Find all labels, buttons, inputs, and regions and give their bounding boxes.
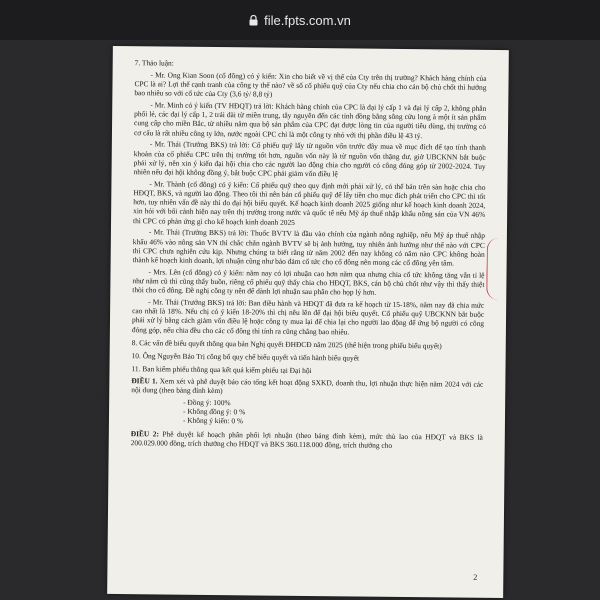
article-2-label: ĐIỀU 2: (130, 428, 159, 439)
red-stamp (486, 238, 509, 300)
vote-disagree: - Không đồng ý: 0 % (183, 406, 246, 417)
document-paragraph: - Mr. Thái (Trưởng BKS) trả lời: Thuốc BVTV là đầu vào chính của ngành nông nghiệp, nếu Mỹ áp thuế nhập khẩu 46% vào nông sản VN thì chắc chắn ngành BVTV sẽ bị ảnh hưởng, tuy nhiên ảnh hưởng như thế nào với CPC thì CPC chưa nghiên cứu kịp. Nhưng chúng ta biết rằng từ năm 2002 đến nay không có năm nào CPC không hoàn thành kế hoạch kinh doanh, lợi nhuận cũng như bảo đảm cổ tức cho cổ đông nên mong các cổ đông yên tâm. (132, 227, 485, 268)
vote-agree: - Đồng ý: 100% (183, 397, 231, 408)
document-paragraph: - Mr. Minh có ý kiến (TV HĐQT) trả lời: Khách hàng chính của CPC là đại lý cấp 1 và đại lý cấp 2, không phân phối lẻ, các đại lý cấp 1, 2 trải dài từ miền trung, tây nguyên đến các tỉnh đồng bằng sông cửu long à một ít sản phẩm cung cấp cho miền Bắc, từ nhiều năm qua bộ sản phẩm của CPC đạt được lòng tin của người tiêu dùng, thị trường có cơ cấu là rất nhiều công ty lớn, nước ngoài CPC chỉ là một công ty nhỏ với thị phần điều lệ 43 tỷ. (133, 100, 487, 140)
document-body (131, 58, 487, 453)
paragraph-list (131, 58, 486, 377)
document-paragraph: 10. Ông Nguyễn Bảo Trị công bố quy chế biểu quyết và tiến hành biểu quyết (131, 351, 360, 363)
address-bar[interactable] (0, 0, 600, 40)
document-page (107, 46, 509, 598)
document-paragraph: 11. Ban kiểm phiếu thông qua kết quả kiểm phiếu tại Đại hội (131, 364, 312, 376)
document-paragraph: - Mr. Thành (cổ đông) có ý kiến: Cổ phiếu quỹ theo quy định mới phải xử lý, có thể bán trên sàn hoặc chia cho HĐQT, BKS, và người lao động. Theo tôi thì nên bán cổ phiếu quỹ để lấy tiền cho mục đích phát triển cho CPC thì tốt hơn, tuy nhiên vấn đề này thì do đại hội biểu quyết. Kế hoạch kinh doanh 2025 giống như kế hoạch kinh doanh 2024, xin hỏi với bối cảnh hiện nay trên thị trường trong nước và quốc tế nếu Mỹ áp thuế nhập khẩu nông sản của VN 46% thì CPC có phản ứng gì cho kế hoạch kinh doanh 2025 (133, 179, 486, 227)
url-text: file.fpts.com.vn (264, 12, 351, 28)
article-2 (131, 429, 483, 451)
article-2-text: Phê duyệt kế hoạch phân phối lợi nhuận (theo bảng đính kèm), mức thù lao của HĐQT và BKS là 200.029.000 đồng, trích thưởng cho HĐQT và BKS 360.118.000 đồng, trích thưởng cho (130, 429, 483, 450)
document-viewer[interactable] (0, 40, 600, 600)
document-paragraph: - Mr. Thái (Trưởng BKS) trả lời: Ban điều hành và HĐQT đã đưa ra kế hoạch từ 15-18%, năm nay đã chia mức cao nhất là 18%. Nếu chị có ý kiến 18-20% thì chị nêu lên để đại hội biểu quyết. Cổ phiếu quỹ UBCKNN bắt buộc phải xử lý bằng cách giảm vốn điều lệ hoặc công ty mua lại để chia lại cho người lao động để ứng bộ người có công đóng góp, nếu chia đều cho các cổ đông thì tính ra cũng chẳng bao nhiêu. (131, 297, 485, 337)
article-1-label: ĐIỀU 1. (131, 376, 158, 386)
lock-icon (249, 15, 258, 26)
document-paragraph: - Mr. Ong Kian Soon (cổ đông) có ý kiến: Xin cho biết về vị thế của Cty trên thị trường? Khách hàng chính của CPC là ai? Lợi thế cạnh tranh của công ty thế nào? về số cổ phiếu quỹ của Cty nếu chia cho cán bộ chủ chốt thì hưởng bao nhiêu so với cổ tức của Cty (3,6 tỷ/ 8,8 tỷ) (134, 70, 487, 99)
article-1-text: Xem xét và phê duyệt báo cáo tổng kết hoạt động SXKD, doanh thu, lợi nhuận thực hiện năm 2024 với các nội dung (theo bảng đính kèm) (131, 376, 484, 396)
page-number: 2 (473, 572, 478, 582)
vote-no-opinion: - Không ý kiến: 0 % (182, 416, 244, 426)
document-paragraph: - Mrs. Lên (cổ đông) có ý kiến: năm nay có lợi nhuận cao hơn năm qua nhưng chia cổ tức không tăng vẫn tỉ lệ như năm cũ thì cũng thấy buồn, riêng cổ phiếu quỹ thấy chia cho HĐQT, BKS, cán bộ chủ chốt như vậy thì thấy thiệt thòi cho cổ đông. Đề nghị công ty nên để dành lợi nhuận sau phân cho họp lý hơn. (132, 267, 485, 297)
document-paragraph: 8. Các vấn đề biểu quyết thông qua bản Nghị quyết ĐHĐCĐ năm 2025 (thể hiện trong phiếu biểu quyết) (131, 337, 442, 351)
document-paragraph: - Mr. Thái (Trưởng BKS) trả lời: Cổ phiếu quỹ lấy từ nguồn vốn trước đây mua về mục đích để tạo tính thanh khoản của cổ phiếu CPC trên thị trường tốt hơn, nguồn vốn này là từ nguồn vốn thặng dư, giờ UBCKNN bắt buộc phải xử lý, nên xin ý kiến đại hội chia cho các người lao động chia cho người có công đóng góp từ 2002-2024. Tuy nhiên nếu đại hội không đồng ý, bắt buộc CPC phải giảm vốn điều lệ (133, 139, 486, 179)
document-paragraph: 7. Thảo luận: (134, 58, 174, 68)
article-1 (131, 376, 483, 398)
